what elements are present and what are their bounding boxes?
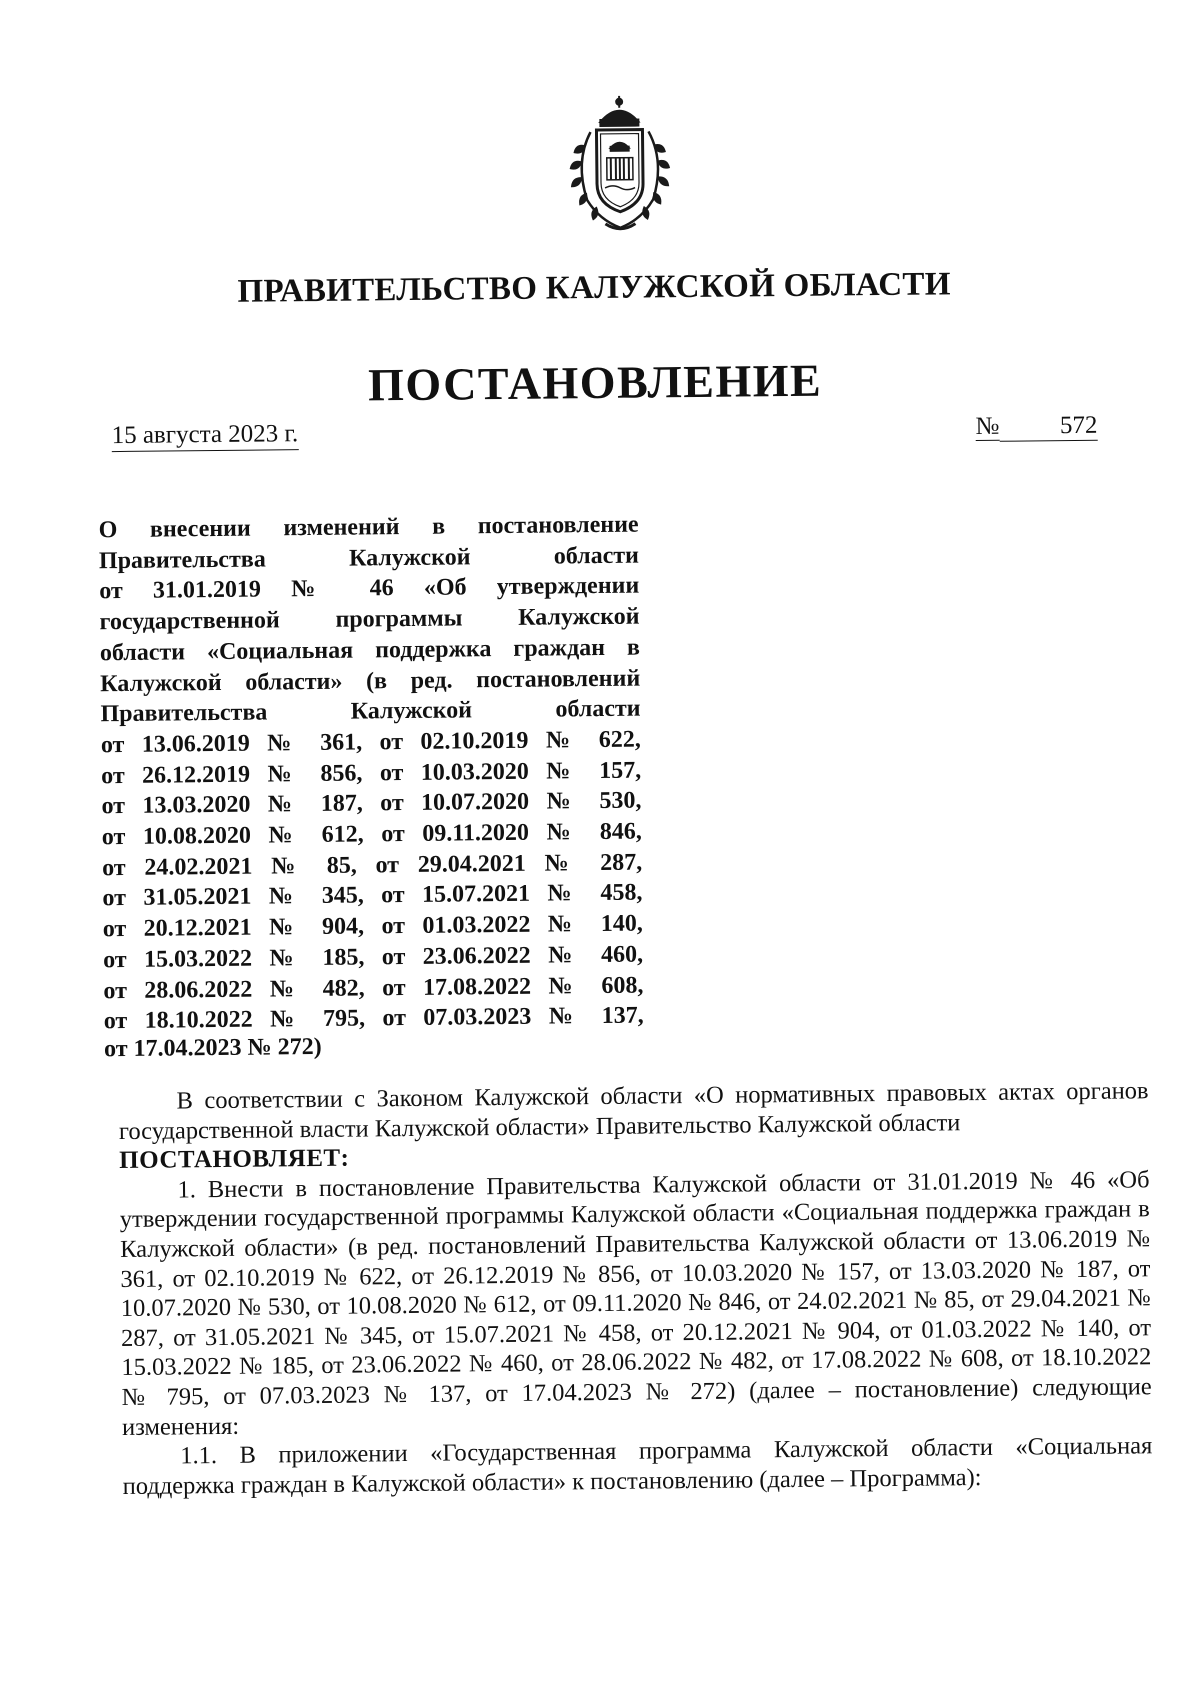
number-sign: № — [975, 413, 999, 441]
decree-word: ПОСТАНОВЛЯЕТ: — [119, 1135, 1149, 1175]
subject-line: Правительства Калужской области — [100, 694, 640, 730]
subject-line: области «Социальная поддержка граждан в — [100, 632, 640, 668]
preamble-paragraph: В соответствии с Законом Калужской области «О нормативных правовых актах органов государственной власти Калужской области» Правительство Калужской области — [118, 1076, 1149, 1146]
subject-line: О внесении изменений в постановление — [98, 510, 638, 546]
subject-line: от 31.05.2021 № 345, от 15.07.2021 № 458, — [102, 878, 642, 914]
subject-line: от 24.02.2021 № 85, от 29.04.2021 № 287, — [102, 847, 642, 883]
document-subject — [98, 510, 643, 1038]
subject-line: от 31.01.2019 № 46 «Об утверждении — [99, 571, 639, 607]
subject-line: государственной программы Калужской — [99, 602, 639, 638]
subject-line: от 13.06.2019 № 361, от 02.10.2019 № 622, — [101, 724, 641, 760]
document-body — [118, 1076, 1152, 1501]
subject-line: от 28.06.2022 № 482, от 17.08.2022 № 608, — [103, 970, 643, 1006]
subject-last-line: от 17.04.2023 № 272) — [104, 1031, 644, 1064]
item-1-paragraph: 1. Внести в постановление Правительства Калужской области от 31.01.2019 № 46 «Об утверждении государственной программы Калужской области «Социальная поддержка граждан в Калужской области» (в ред. постановлений Правительства Калужской области от 13.06.2019 № 361, от 02.10.2019 № 622, от 26.12.2019 № 856, от 10.03.2020 № 157, от 13.03.2020 № 187, от 10.07.2020 № 530, от 10.08.2020 № 612, от 09.11.2020 № 846, от 24.02.2021 № 85, от 29.04.2021 № 287, от 31.05.2021 № 345, от 15.07.2021 № 458, от 20.12.2021 № 904, от 01.03.2022 № 140, от 15.03.2022 № 185, от 23.06.2022 № 460, от 28.06.2022 № 482, от 17.08.2022 № 608, от 18.10.2022 № 795, от 07.03.2023 № 137, от 17.04.2023 № 272) (далее – постановление) следующие изменения: — [119, 1165, 1152, 1442]
subject-line: от 26.12.2019 № 856, от 10.03.2020 № 157, — [101, 755, 641, 791]
document-type-title: ПОСТАНОВЛЕНИЕ — [0, 350, 1195, 416]
item-1-1-paragraph: 1.1. В приложении «Государственная программа Калужской области «Социальная поддержка граждан в Калужской области» к постановлению (далее – Программа): — [122, 1431, 1153, 1501]
subject-line: Правительства Калужской области — [99, 540, 639, 576]
document-number: 572 — [999, 412, 1097, 442]
subject-line: от 15.03.2022 № 185, от 23.06.2022 № 460, — [103, 939, 643, 975]
organization-title: ПРАВИТЕЛЬСТВО КАЛУЖСКОЙ ОБЛАСТИ — [0, 264, 1194, 314]
subject-line: от 18.10.2022 № 795, от 07.03.2023 № 137, — [104, 1001, 644, 1037]
subject-line: от 20.12.2021 № 904, от 01.03.2022 № 140, — [103, 909, 643, 945]
subject-line: Калужской области» (в ред. постановлений — [100, 663, 640, 699]
subject-line: от 10.08.2020 № 612, от 09.11.2020 № 846, — [102, 817, 642, 853]
document-date: 15 августа 2023 г. — [111, 420, 298, 452]
document-number-field — [975, 412, 1097, 442]
coat-of-arms-icon — [560, 95, 679, 234]
subject-line: от 13.03.2020 № 187, от 10.07.2020 № 530, — [101, 786, 641, 822]
